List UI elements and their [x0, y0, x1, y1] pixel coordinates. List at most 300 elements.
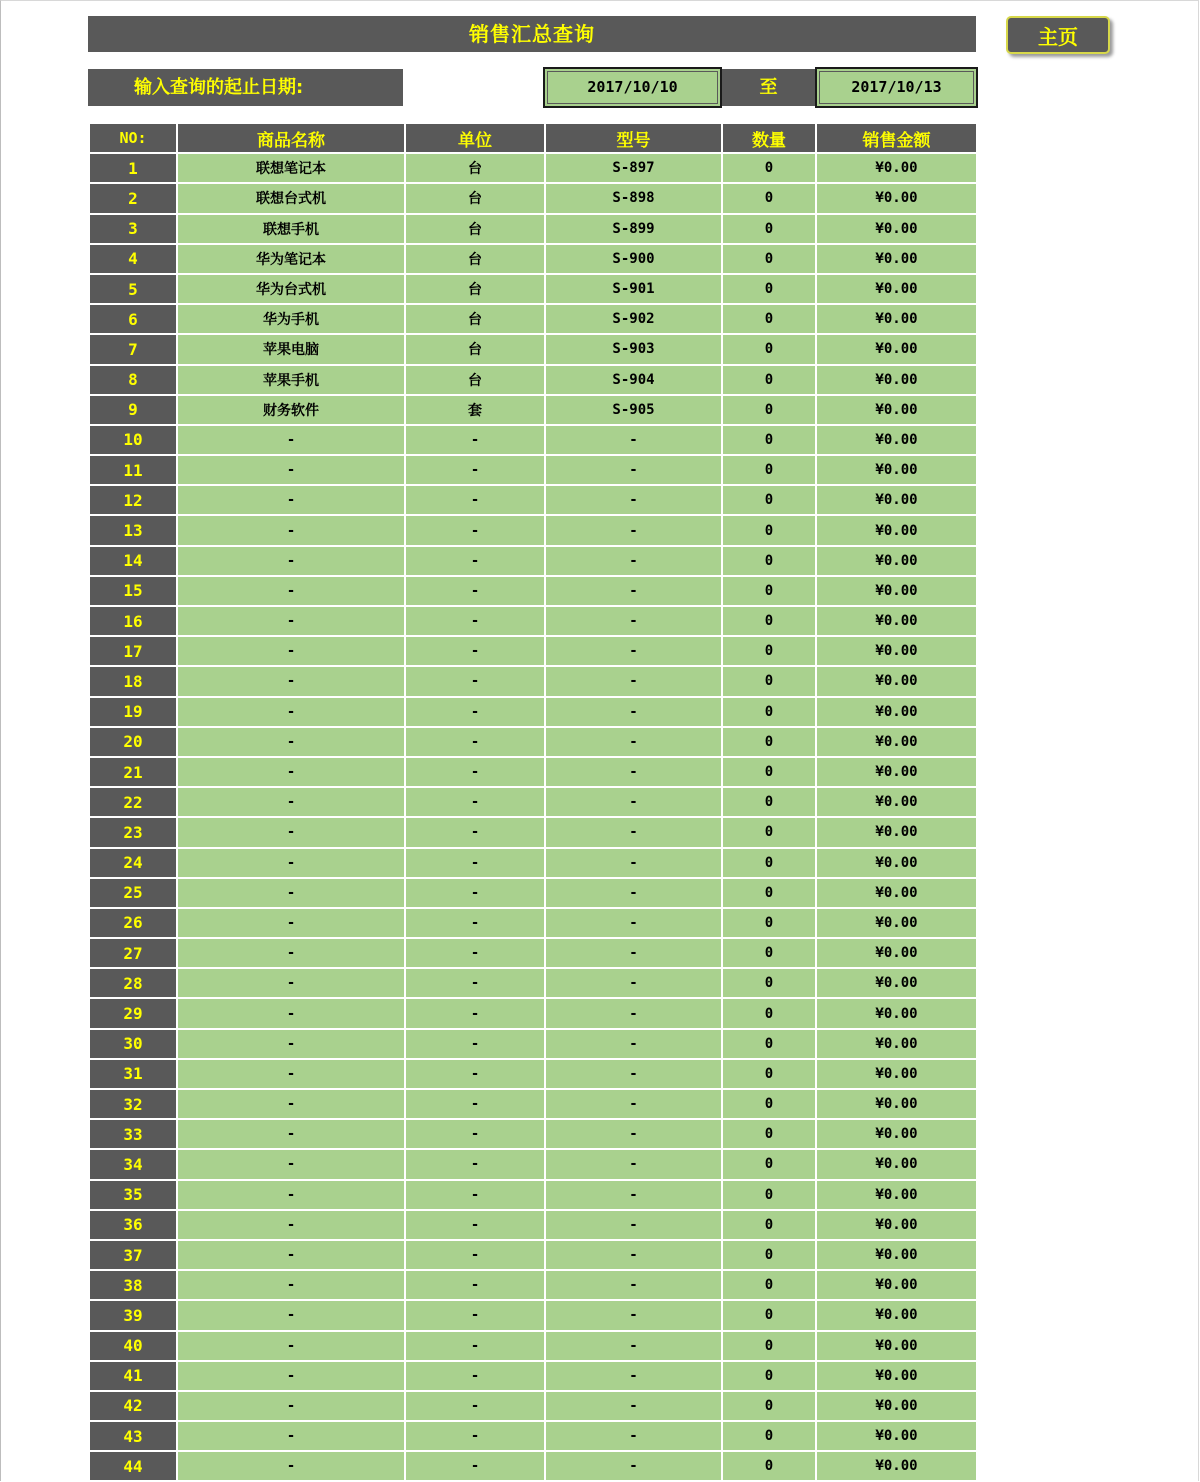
product-name-cell[interactable]: - — [177, 425, 405, 455]
unit-cell[interactable]: 台 — [405, 365, 545, 395]
sales-amount-cell[interactable]: ¥0.00 — [816, 1361, 977, 1391]
unit-cell[interactable]: - — [405, 968, 545, 998]
sales-amount-cell[interactable]: ¥0.00 — [816, 1451, 977, 1481]
sales-amount-cell[interactable]: ¥0.00 — [816, 1240, 977, 1270]
product-name-cell[interactable]: 苹果电脑 — [177, 334, 405, 364]
model-cell[interactable]: - — [545, 1210, 722, 1240]
table-row — [89, 757, 977, 787]
product-name-cell[interactable]: - — [177, 1361, 405, 1391]
row-number-cell[interactable]: 4 — [89, 244, 177, 274]
unit-cell[interactable]: - — [405, 546, 545, 576]
table-row — [89, 1270, 977, 1300]
quantity-cell[interactable]: 0 — [722, 1451, 816, 1481]
row-number-cell[interactable]: 39 — [89, 1300, 177, 1330]
sales-amount-cell[interactable]: ¥0.00 — [816, 304, 977, 334]
sales-amount-cell[interactable]: ¥0.00 — [816, 1089, 977, 1119]
model-cell[interactable]: - — [545, 787, 722, 817]
product-name-cell[interactable]: - — [177, 1210, 405, 1240]
sales-amount-cell[interactable]: ¥0.00 — [816, 636, 977, 666]
row-number-cell[interactable]: 5 — [89, 274, 177, 304]
row-number-cell[interactable]: 30 — [89, 1029, 177, 1059]
product-name-cell[interactable]: - — [177, 938, 405, 968]
sales-amount-cell[interactable]: ¥0.00 — [816, 515, 977, 545]
product-name-cell[interactable]: - — [177, 787, 405, 817]
quantity-cell[interactable]: 0 — [722, 908, 816, 938]
product-name-cell[interactable]: - — [177, 757, 405, 787]
model-cell[interactable]: - — [545, 727, 722, 757]
row-number-cell[interactable]: 8 — [89, 365, 177, 395]
table-row — [89, 606, 977, 636]
unit-cell[interactable]: - — [405, 1149, 545, 1179]
quantity-cell[interactable]: 0 — [722, 998, 816, 1028]
row-number-cell[interactable]: 14 — [89, 546, 177, 576]
product-name-cell[interactable]: - — [177, 1119, 405, 1149]
product-name-cell[interactable]: - — [177, 1149, 405, 1179]
quantity-cell[interactable]: 0 — [722, 214, 816, 244]
row-number-cell[interactable]: 41 — [89, 1361, 177, 1391]
product-name-cell[interactable]: - — [177, 1059, 405, 1089]
model-cell[interactable]: S-899 — [545, 214, 722, 244]
product-name-cell[interactable]: - — [177, 1089, 405, 1119]
model-cell[interactable]: - — [545, 1300, 722, 1330]
unit-cell[interactable]: - — [405, 666, 545, 696]
product-name-cell[interactable]: - — [177, 1391, 405, 1421]
model-cell[interactable]: - — [545, 1059, 722, 1089]
row-number-cell[interactable]: 21 — [89, 757, 177, 787]
unit-cell[interactable]: - — [405, 1180, 545, 1210]
unit-cell[interactable]: - — [405, 1059, 545, 1089]
row-number-cell[interactable]: 42 — [89, 1391, 177, 1421]
row-number-cell[interactable]: 43 — [89, 1421, 177, 1451]
sales-amount-cell[interactable]: ¥0.00 — [816, 1421, 977, 1451]
unit-cell[interactable]: 台 — [405, 214, 545, 244]
quantity-cell[interactable]: 0 — [722, 546, 816, 576]
product-name-cell[interactable]: - — [177, 1180, 405, 1210]
product-name-cell[interactable]: - — [177, 727, 405, 757]
quantity-cell[interactable]: 0 — [722, 334, 816, 364]
table-row — [89, 1119, 977, 1149]
sales-amount-cell[interactable]: ¥0.00 — [816, 1300, 977, 1330]
row-number-cell[interactable]: 15 — [89, 576, 177, 606]
product-name-cell[interactable]: 联想笔记本 — [177, 153, 405, 183]
table-row — [89, 334, 977, 364]
start-date-input[interactable]: 2017/10/10 — [543, 67, 722, 108]
model-cell[interactable]: - — [545, 1451, 722, 1481]
sales-amount-cell[interactable]: ¥0.00 — [816, 1391, 977, 1421]
sales-amount-cell[interactable]: ¥0.00 — [816, 666, 977, 696]
table-row — [89, 244, 977, 274]
product-name-cell[interactable]: 华为手机 — [177, 304, 405, 334]
unit-cell[interactable]: - — [405, 938, 545, 968]
quantity-cell[interactable]: 0 — [722, 1180, 816, 1210]
quantity-cell[interactable]: 0 — [722, 968, 816, 998]
product-name-cell[interactable]: - — [177, 1240, 405, 1270]
model-cell[interactable]: - — [545, 636, 722, 666]
quantity-cell[interactable]: 0 — [722, 727, 816, 757]
row-number-cell[interactable]: 37 — [89, 1240, 177, 1270]
model-cell[interactable]: - — [545, 455, 722, 485]
sales-amount-cell[interactable]: ¥0.00 — [816, 395, 977, 425]
row-number-cell[interactable]: 13 — [89, 515, 177, 545]
row-number-cell[interactable]: 12 — [89, 485, 177, 515]
unit-cell[interactable]: - — [405, 787, 545, 817]
row-number-cell[interactable]: 28 — [89, 968, 177, 998]
unit-cell[interactable]: - — [405, 1391, 545, 1421]
model-cell[interactable]: - — [545, 1029, 722, 1059]
table-row — [89, 365, 977, 395]
quantity-cell[interactable]: 0 — [722, 878, 816, 908]
unit-cell[interactable]: 台 — [405, 274, 545, 304]
page-title: 销售汇总查询 — [88, 16, 976, 52]
model-cell[interactable]: S-905 — [545, 395, 722, 425]
product-name-cell[interactable]: 联想手机 — [177, 214, 405, 244]
table-row — [89, 1149, 977, 1179]
quantity-cell[interactable]: 0 — [722, 425, 816, 455]
quantity-cell[interactable]: 0 — [722, 455, 816, 485]
row-number-cell[interactable]: 1 — [89, 153, 177, 183]
sales-amount-cell[interactable]: ¥0.00 — [816, 425, 977, 455]
product-name-cell[interactable]: 苹果手机 — [177, 365, 405, 395]
row-number-cell[interactable]: 7 — [89, 334, 177, 364]
unit-cell[interactable]: - — [405, 515, 545, 545]
product-name-cell[interactable]: 华为笔记本 — [177, 244, 405, 274]
sales-amount-cell[interactable]: ¥0.00 — [816, 1029, 977, 1059]
header-no: NO: — [89, 123, 177, 153]
product-name-cell[interactable]: - — [177, 606, 405, 636]
row-number-cell[interactable]: 32 — [89, 1089, 177, 1119]
model-cell[interactable]: - — [545, 908, 722, 938]
unit-cell[interactable]: - — [405, 425, 545, 455]
model-cell[interactable]: - — [545, 1119, 722, 1149]
row-number-cell[interactable]: 18 — [89, 666, 177, 696]
sales-amount-cell[interactable]: ¥0.00 — [816, 455, 977, 485]
quantity-cell[interactable]: 0 — [722, 787, 816, 817]
model-cell[interactable]: - — [545, 576, 722, 606]
table-row — [89, 968, 977, 998]
sales-amount-cell[interactable]: ¥0.00 — [816, 1331, 977, 1361]
quantity-cell[interactable]: 0 — [722, 666, 816, 696]
sales-amount-cell[interactable]: ¥0.00 — [816, 1210, 977, 1240]
quantity-cell[interactable]: 0 — [722, 1240, 816, 1270]
row-number-cell[interactable]: 29 — [89, 998, 177, 1028]
quantity-cell[interactable]: 0 — [722, 515, 816, 545]
quantity-cell[interactable]: 0 — [722, 485, 816, 515]
quantity-cell[interactable]: 0 — [722, 636, 816, 666]
table-row — [89, 546, 977, 576]
quantity-cell[interactable]: 0 — [722, 153, 816, 183]
model-cell[interactable]: S-898 — [545, 183, 722, 213]
unit-cell[interactable]: 台 — [405, 304, 545, 334]
sales-amount-cell[interactable]: ¥0.00 — [816, 1119, 977, 1149]
sales-amount-cell[interactable]: ¥0.00 — [816, 1059, 977, 1089]
product-name-cell[interactable]: 华为台式机 — [177, 274, 405, 304]
row-number-cell[interactable]: 10 — [89, 425, 177, 455]
unit-cell[interactable]: 台 — [405, 153, 545, 183]
model-cell[interactable]: - — [545, 606, 722, 636]
quantity-cell[interactable]: 0 — [722, 1059, 816, 1089]
model-cell[interactable]: S-903 — [545, 334, 722, 364]
quantity-cell[interactable]: 0 — [722, 1210, 816, 1240]
model-cell[interactable]: - — [545, 1180, 722, 1210]
header-model: 型号 — [545, 123, 722, 153]
product-name-cell[interactable]: 联想台式机 — [177, 183, 405, 213]
model-cell[interactable]: - — [545, 848, 722, 878]
quantity-cell[interactable]: 0 — [722, 1149, 816, 1179]
unit-cell[interactable]: - — [405, 1451, 545, 1481]
row-number-cell[interactable]: 26 — [89, 908, 177, 938]
row-number-cell[interactable]: 34 — [89, 1149, 177, 1179]
table-row — [89, 214, 977, 244]
sales-amount-cell[interactable]: ¥0.00 — [816, 1180, 977, 1210]
quantity-cell[interactable]: 0 — [722, 274, 816, 304]
table-row — [89, 395, 977, 425]
product-name-cell[interactable]: - — [177, 697, 405, 727]
row-number-cell[interactable]: 2 — [89, 183, 177, 213]
sales-amount-cell[interactable]: ¥0.00 — [816, 546, 977, 576]
sales-amount-cell[interactable]: ¥0.00 — [816, 244, 977, 274]
sales-amount-cell[interactable]: ¥0.00 — [816, 606, 977, 636]
unit-cell[interactable]: - — [405, 1331, 545, 1361]
row-number-cell[interactable]: 36 — [89, 1210, 177, 1240]
sales-amount-cell[interactable]: ¥0.00 — [816, 878, 977, 908]
unit-cell[interactable]: - — [405, 1119, 545, 1149]
model-cell[interactable]: - — [545, 938, 722, 968]
model-cell[interactable]: - — [545, 546, 722, 576]
model-cell[interactable]: - — [545, 968, 722, 998]
table-row — [89, 153, 977, 183]
model-cell[interactable]: S-904 — [545, 365, 722, 395]
row-number-cell[interactable]: 6 — [89, 304, 177, 334]
unit-cell[interactable]: - — [405, 727, 545, 757]
sales-amount-cell[interactable]: ¥0.00 — [816, 787, 977, 817]
unit-cell[interactable]: - — [405, 606, 545, 636]
unit-cell[interactable]: - — [405, 848, 545, 878]
sales-amount-cell[interactable]: ¥0.00 — [816, 274, 977, 304]
sales-amount-cell[interactable]: ¥0.00 — [816, 1149, 977, 1179]
row-number-cell[interactable]: 23 — [89, 817, 177, 847]
quantity-cell[interactable]: 0 — [722, 244, 816, 274]
table-row — [89, 304, 977, 334]
unit-cell[interactable]: 台 — [405, 334, 545, 364]
quantity-cell[interactable]: 0 — [722, 606, 816, 636]
header-quantity: 数量 — [722, 123, 816, 153]
quantity-cell[interactable]: 0 — [722, 1391, 816, 1421]
quantity-cell[interactable]: 0 — [722, 697, 816, 727]
product-name-cell[interactable]: - — [177, 1029, 405, 1059]
model-cell[interactable]: - — [545, 1270, 722, 1300]
table-row — [89, 666, 977, 696]
sales-amount-cell[interactable]: ¥0.00 — [816, 153, 977, 183]
model-cell[interactable]: - — [545, 1331, 722, 1361]
table-row — [89, 1300, 977, 1330]
date-range-separator: 至 — [722, 69, 815, 106]
model-cell[interactable]: - — [545, 817, 722, 847]
product-name-cell[interactable]: - — [177, 455, 405, 485]
sales-amount-cell[interactable]: ¥0.00 — [816, 485, 977, 515]
product-name-cell[interactable]: - — [177, 1421, 405, 1451]
sales-amount-cell[interactable]: ¥0.00 — [816, 757, 977, 787]
row-number-cell[interactable]: 20 — [89, 727, 177, 757]
unit-cell[interactable]: - — [405, 576, 545, 606]
model-cell[interactable]: - — [545, 485, 722, 515]
model-cell[interactable]: S-902 — [545, 304, 722, 334]
quantity-cell[interactable]: 0 — [722, 1089, 816, 1119]
model-cell[interactable]: - — [545, 697, 722, 727]
unit-cell[interactable]: 套 — [405, 395, 545, 425]
row-number-cell[interactable]: 19 — [89, 697, 177, 727]
product-name-cell[interactable]: - — [177, 878, 405, 908]
sales-amount-cell[interactable]: ¥0.00 — [816, 817, 977, 847]
unit-cell[interactable]: - — [405, 908, 545, 938]
unit-cell[interactable]: - — [405, 1029, 545, 1059]
end-date-input[interactable]: 2017/10/13 — [815, 67, 978, 108]
unit-cell[interactable]: - — [405, 998, 545, 1028]
unit-cell[interactable]: - — [405, 485, 545, 515]
product-name-cell[interactable]: - — [177, 636, 405, 666]
quantity-cell[interactable]: 0 — [722, 938, 816, 968]
unit-cell[interactable]: - — [405, 1210, 545, 1240]
row-number-cell[interactable]: 35 — [89, 1180, 177, 1210]
sales-amount-cell[interactable]: ¥0.00 — [816, 908, 977, 938]
table-row — [89, 1180, 977, 1210]
row-number-cell[interactable]: 33 — [89, 1119, 177, 1149]
table-row — [89, 878, 977, 908]
unit-cell[interactable]: 台 — [405, 244, 545, 274]
quantity-cell[interactable]: 0 — [722, 395, 816, 425]
row-number-cell[interactable]: 44 — [89, 1451, 177, 1481]
unit-cell[interactable]: - — [405, 636, 545, 666]
row-number-cell[interactable]: 31 — [89, 1059, 177, 1089]
product-name-cell[interactable]: - — [177, 998, 405, 1028]
model-cell[interactable]: - — [545, 878, 722, 908]
row-number-cell[interactable]: 27 — [89, 938, 177, 968]
quantity-cell[interactable]: 0 — [722, 757, 816, 787]
row-number-cell[interactable]: 9 — [89, 395, 177, 425]
row-number-cell[interactable]: 38 — [89, 1270, 177, 1300]
unit-cell[interactable]: - — [405, 1421, 545, 1451]
product-name-cell[interactable]: - — [177, 908, 405, 938]
product-name-cell[interactable]: - — [177, 666, 405, 696]
sales-amount-cell[interactable]: ¥0.00 — [816, 334, 977, 364]
product-name-cell[interactable]: - — [177, 546, 405, 576]
table-row — [89, 1451, 977, 1481]
table-row — [89, 848, 977, 878]
sales-amount-cell[interactable]: ¥0.00 — [816, 727, 977, 757]
table-row — [89, 1331, 977, 1361]
model-cell[interactable]: S-897 — [545, 153, 722, 183]
product-name-cell[interactable]: - — [177, 1451, 405, 1481]
quantity-cell[interactable]: 0 — [722, 817, 816, 847]
quantity-cell[interactable]: 0 — [722, 848, 816, 878]
model-cell[interactable]: - — [545, 666, 722, 696]
row-number-cell[interactable]: 22 — [89, 787, 177, 817]
unit-cell[interactable]: - — [405, 1300, 545, 1330]
product-name-cell[interactable]: - — [177, 848, 405, 878]
table-row — [89, 787, 977, 817]
model-cell[interactable]: - — [545, 425, 722, 455]
unit-cell[interactable]: - — [405, 1270, 545, 1300]
model-cell[interactable]: S-900 — [545, 244, 722, 274]
table-row — [89, 1059, 977, 1089]
model-cell[interactable]: - — [545, 1240, 722, 1270]
product-name-cell[interactable]: 财务软件 — [177, 395, 405, 425]
unit-cell[interactable]: - — [405, 1089, 545, 1119]
row-number-cell[interactable]: 11 — [89, 455, 177, 485]
product-name-cell[interactable]: - — [177, 1331, 405, 1361]
table-row — [89, 1361, 977, 1391]
quantity-cell[interactable]: 0 — [722, 1270, 816, 1300]
product-name-cell[interactable]: - — [177, 576, 405, 606]
quantity-cell[interactable]: 0 — [722, 1421, 816, 1451]
unit-cell[interactable]: - — [405, 817, 545, 847]
row-number-cell[interactable]: 3 — [89, 214, 177, 244]
row-number-cell[interactable]: 25 — [89, 878, 177, 908]
model-cell[interactable]: - — [545, 1421, 722, 1451]
quantity-cell[interactable]: 0 — [722, 1300, 816, 1330]
product-name-cell[interactable]: - — [177, 968, 405, 998]
row-number-cell[interactable]: 24 — [89, 848, 177, 878]
sales-amount-cell[interactable]: ¥0.00 — [816, 938, 977, 968]
sales-amount-cell[interactable]: ¥0.00 — [816, 848, 977, 878]
unit-cell[interactable]: - — [405, 878, 545, 908]
sales-amount-cell[interactable]: ¥0.00 — [816, 183, 977, 213]
row-number-cell[interactable]: 17 — [89, 636, 177, 666]
sales-amount-cell[interactable]: ¥0.00 — [816, 214, 977, 244]
product-name-cell[interactable]: - — [177, 1270, 405, 1300]
model-cell[interactable]: - — [545, 1391, 722, 1421]
sales-amount-cell[interactable]: ¥0.00 — [816, 1270, 977, 1300]
unit-cell[interactable]: - — [405, 1361, 545, 1391]
header-sales-amount: 销售金额 — [816, 123, 977, 153]
model-cell[interactable]: S-901 — [545, 274, 722, 304]
quantity-cell[interactable]: 0 — [722, 1119, 816, 1149]
sales-amount-cell[interactable]: ¥0.00 — [816, 998, 977, 1028]
quantity-cell[interactable]: 0 — [722, 365, 816, 395]
model-cell[interactable]: - — [545, 515, 722, 545]
row-number-cell[interactable]: 16 — [89, 606, 177, 636]
model-cell[interactable]: - — [545, 998, 722, 1028]
unit-cell[interactable]: - — [405, 697, 545, 727]
quantity-cell[interactable]: 0 — [722, 183, 816, 213]
table-row — [89, 485, 977, 515]
row-number-cell[interactable]: 40 — [89, 1331, 177, 1361]
sales-amount-cell[interactable]: ¥0.00 — [816, 576, 977, 606]
unit-cell[interactable]: - — [405, 1240, 545, 1270]
table-row — [89, 515, 977, 545]
product-name-cell[interactable]: - — [177, 1300, 405, 1330]
quantity-cell[interactable]: 0 — [722, 304, 816, 334]
model-cell[interactable]: - — [545, 1361, 722, 1391]
sales-amount-cell[interactable]: ¥0.00 — [816, 365, 977, 395]
sales-amount-cell[interactable]: ¥0.00 — [816, 697, 977, 727]
product-name-cell[interactable]: - — [177, 515, 405, 545]
unit-cell[interactable]: 台 — [405, 183, 545, 213]
model-cell[interactable]: - — [545, 1149, 722, 1179]
product-name-cell[interactable]: - — [177, 485, 405, 515]
header-product-name: 商品名称 — [177, 123, 405, 153]
quantity-cell[interactable]: 0 — [722, 1029, 816, 1059]
home-button[interactable]: 主页 — [1006, 16, 1110, 54]
quantity-cell[interactable]: 0 — [722, 576, 816, 606]
unit-cell[interactable]: - — [405, 455, 545, 485]
product-name-cell[interactable]: - — [177, 817, 405, 847]
sales-amount-cell[interactable]: ¥0.00 — [816, 968, 977, 998]
unit-cell[interactable]: - — [405, 757, 545, 787]
model-cell[interactable]: - — [545, 757, 722, 787]
quantity-cell[interactable]: 0 — [722, 1361, 816, 1391]
model-cell[interactable]: - — [545, 1089, 722, 1119]
quantity-cell[interactable]: 0 — [722, 1331, 816, 1361]
